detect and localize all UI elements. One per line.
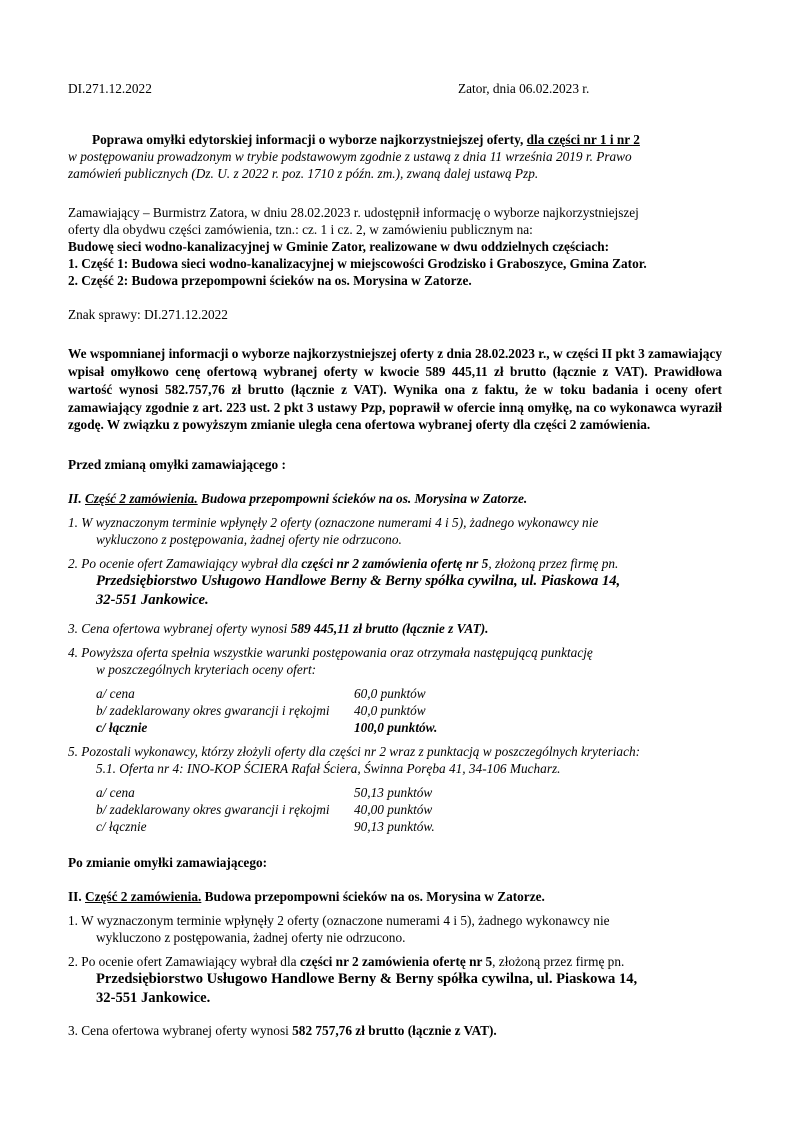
before-point-3 [68,620,722,637]
after-section-underlined: Część 2 zamówienia. [85,889,202,905]
before-other-criterion-row [68,784,722,801]
title-subline-1: w postępowaniu prowadzonym w trybie podstawowym zgodnie z ustawą z dnia 11 września 2019 r. Prawo [68,149,632,165]
intro-line-3: Budowę sieci wodno-kanalizacyjnej w Gminie Zator, realizowane w dwu oddzielnych częściach: [68,239,610,255]
before-point-3-lead: 3. Cena ofertowa wybranej oferty wynosi [68,621,291,637]
after-point-3-lead: 3. Cena ofertowa wybranej oferty wynosi [68,1023,293,1039]
after-section-rest: Budowa przepompowni ścieków na os. Morysina w Zatorze. [201,889,545,905]
before-heading: Przed zmianą omyłki zamawiającego : [68,457,286,473]
before-point-4-line-2: w poszczególnych kryteriach oceny ofert: [96,662,317,678]
intro-part-1: 1. Część 1: Budowa sieci wodno-kanalizacyjnej w miejscowości Grodzisko i Graboszyce, Gmina Zator. [68,256,647,272]
intro-line-1: Zamawiający – Burmistrz Zatora, w dniu 28.02.2023 r. udostępnił informację o wyborze najkorzystniejszej [68,205,639,221]
before-point-1-line-1: 1. W wyznaczonym terminie wpłynęły 2 oferty (oznaczone numerami 4 i 5), żadnego wykonawcy nie [68,515,599,531]
before-firm-line-2: 32-551 Jankowice. [96,592,209,609]
before-criterion-value: 60,0 punktów [354,686,426,702]
before-criterion-label: b/ zadeklarowany okres gwarancji i rękojmi [96,703,330,719]
before-criterion-label: c/ łącznie [96,720,148,736]
title-underlined: dla części nr 1 i nr 2 [526,132,640,148]
after-point-2 [68,953,722,970]
before-other-criterion-value: 50,13 punktów [354,785,433,801]
after-heading: Po zmianie omyłki zamawiającego: [68,855,268,871]
before-point-3-amount: 589 445,11 zł brutto (łącznie z VAT). [290,621,489,637]
before-other-criterion-row [68,801,722,818]
before-other-criterion-label: c/ łącznie [96,819,147,835]
before-point-5-1: 5.1. Oferta nr 4: INO-KOP ŚCIERA Rafał Ściera, Świnna Poręba 41, 34-106 Mucharz. [96,761,561,777]
title-block [68,131,722,182]
case-sign-label: Znak sprawy: DI.271.12.2022 [68,307,228,323]
before-firm-line-1: Przedsiębiorstwo Usługowo Handlowe Berny & Berny spółka cywilna, ul. Piaskowa 14, [96,573,621,590]
before-point-2-lead: 2. Po ocenie ofert Zamawiający wybrał dla [68,556,302,572]
case-number: DI.271.12.2022 [68,81,152,96]
before-other-criterion-row [68,818,722,835]
after-point-2-lead: 2. Po ocenie ofert Zamawiający wybrał dla [68,954,300,970]
before-point-1-line-2: wykluczono z postępowania, żadnej oferty nie odrzucono. [96,532,402,548]
before-point-2 [68,555,722,572]
before-other-criterion-label: a/ cena [96,785,135,801]
title-lead: Poprawa omyłki edytorskiej informacji o wyborze najkorzystniejszej oferty, [92,132,527,148]
before-other-criterion-label: b/ zadeklarowany okres gwarancji i rękojmi [96,802,330,818]
before-criterion-label: a/ cena [96,686,135,702]
before-criterion-row [68,719,722,736]
before-criterion-value: 40,0 punktów [354,703,426,719]
before-other-criterion-value: 90,13 punktów. [354,819,435,835]
after-section-number: II. [68,889,85,905]
before-point-2-bold: części nr 2 zamówienia ofertę nr 5 [301,556,489,572]
title-subline-2: zamówień publicznych (Dz. U. z 2022 r. poz. 1710 z późn. zm.), zwaną dalej ustawą Pzp. [68,166,539,182]
before-section-rest: Budowa przepompowni ścieków na os. Morysina w Zatorze. [197,491,528,507]
after-firm-line-1: Przedsiębiorstwo Usługowo Handlowe Berny & Berny spółka cywilna, ul. Piaskowa 14, [96,971,638,988]
before-point-5: 5. Pozostali wykonawcy, którzy złożyli oferty dla części nr 2 wraz z punktacją w poszczególnych kryteriach: [68,744,641,760]
intro-part-2: 2. Część 2: Budowa przepompowni ścieków na os. Morysina w Zatorze. [68,273,472,289]
before-criterion-value: 100,0 punktów. [354,720,438,736]
after-point-3-amount: 582 757,76 zł brutto (łącznie z VAT). [292,1023,497,1039]
before-point-4-line-1: 4. Powyższa oferta spełnia wszystkie warunki postępowania oraz otrzymała następującą punktację [68,645,593,661]
document-header [68,80,722,97]
after-section-heading [68,888,722,905]
after-point-1-line-1: 1. W wyznaczonym terminie wpłynęły 2 oferty (oznaczone numerami 4 i 5), żadnego wykonawcy nie [68,913,610,929]
after-point-1-line-2: wykluczono z postępowania, żadnej oferty nie odrzucono. [96,930,406,946]
intro-line-2: oferty dla obydwu części zamówienia, tzn.: cz. 1 i cz. 2, w zamówieniu publicznym na: [68,222,533,238]
before-other-criterion-value: 40,00 punktów [354,802,433,818]
before-section-heading [68,490,722,507]
after-point-2-bold: części nr 2 zamówienia ofertę nr 5 [299,954,493,970]
correction-paragraph: We wspomnianej informacji o wyborze najkorzystniejszej oferty z dnia 28.02.2023 r., w części II pkt 3 zamawiający wpisał omyłkowo cenę ofertową wybranej oferty w kwocie 589 445,11 zł brutto (łącznie z VAT). Prawidłowa wartość wynosi 582.757,76 zł brutto (łącznie z VAT). Wynika ona z faktu, że w toku badania i oceny ofert zamawiający zgodnie z art. 223 ust. 2 pkt 3 ustawy Pzp, poprawił w ofercie inną omyłkę, na co wykonawca wyraził zgodę. W związku z powyższym zmianie uległa cena ofertowa wybranej oferty dla części 2 zamówienia. [68,346,722,433]
title-line [68,131,722,148]
after-point-3 [68,1022,722,1039]
before-criterion-row [68,685,722,702]
intro-block [68,204,722,289]
after-firm-line-2: 32-551 Jankowice. [96,990,211,1007]
before-section-number: II. [68,491,85,507]
before-section-underlined: Część 2 zamówienia. [85,491,198,507]
after-point-2-tail: , złożoną przez firmę pn. [492,954,625,970]
place-and-date: Zator, dnia 06.02.2023 r. [458,81,590,96]
before-point-2-tail: , złożoną przez firmę pn. [488,556,619,572]
before-criterion-row [68,702,722,719]
